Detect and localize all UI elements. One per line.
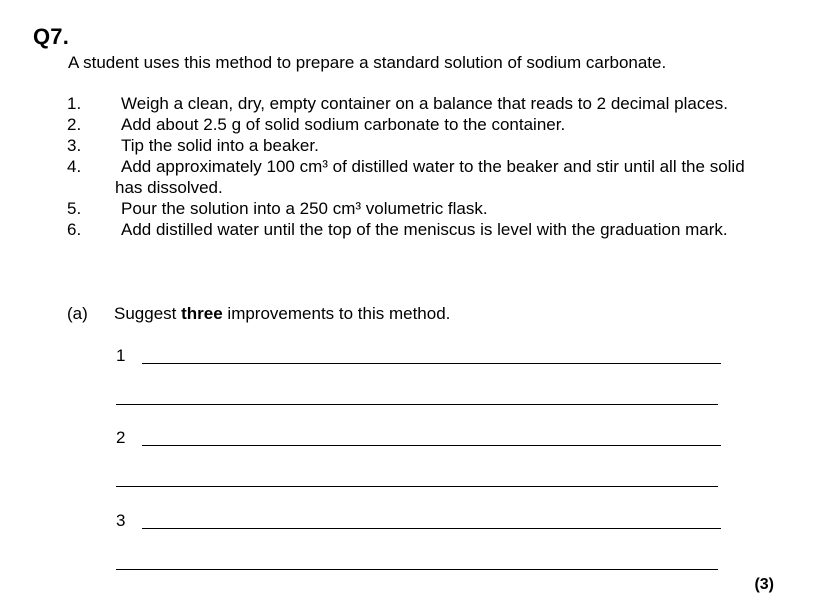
question-number: Q7. [33,24,70,49]
step-number: 1. [67,94,82,113]
step-number: 6. [67,220,82,239]
answer-number-3: 3 [116,511,126,530]
answer-number-1: 1 [116,346,126,365]
answer-line-2b[interactable] [116,486,718,487]
part-a-text: Suggest three improvements to this method. [114,304,451,323]
answer-line-1a[interactable] [142,363,721,364]
answer-number-2: 2 [116,428,126,447]
method-step-3 [67,135,747,156]
answer-line-2a[interactable] [142,445,721,446]
step-text: Weigh a clean, dry, empty container on a balance that reads to 2 decimal places. [121,94,728,113]
step-number: 5. [67,199,82,218]
step-number: 2. [67,115,82,134]
part-a-label: (a) [67,304,88,323]
step-text: Tip the solid into a beaker. [121,136,319,155]
method-step-6 [67,219,747,240]
answer-line-1b[interactable] [116,404,718,405]
step-text: Pour the solution into a 250 cm³ volumetric flask. [121,199,488,218]
method-step-2 [67,114,747,135]
marks-available: (3) [754,576,774,593]
method-steps [67,93,747,240]
step-number: 3. [67,136,82,155]
answer-line-3a[interactable] [142,528,721,529]
answer-line-3b[interactable] [116,569,718,570]
method-step-5 [67,198,747,219]
step-text: Add approximately 100 cm³ of distilled water to the beaker and stir until all the solid has dissolved. [115,157,745,197]
step-text: Add about 2.5 g of solid sodium carbonate to the container. [121,115,566,134]
question-intro: A student uses this method to prepare a standard solution of sodium carbonate. [68,53,667,72]
method-step-1 [67,93,747,114]
step-text: Add distilled water until the top of the meniscus is level with the graduation mark. [121,220,728,239]
method-step-4 [67,156,747,198]
step-number: 4. [67,157,82,176]
emphasis-three: three [181,304,223,323]
part-a-prompt [67,303,450,324]
